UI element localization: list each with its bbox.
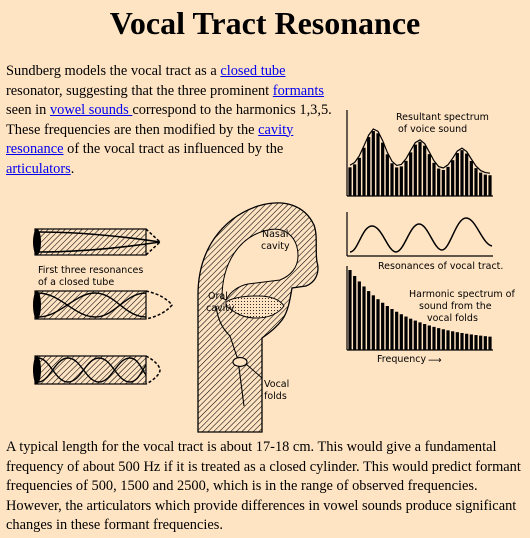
harmonic-label-line3: vocal folds (427, 313, 478, 324)
resultant-bar (362, 148, 365, 196)
harmonic-bar (386, 306, 389, 350)
harmonic-bar (442, 329, 445, 350)
formants-link[interactable]: formants (272, 82, 324, 99)
resultant-bar (400, 166, 403, 196)
vocal-folds-label-line2: folds (264, 391, 287, 402)
resultant-bar (367, 137, 370, 196)
tube-first-resonance (33, 229, 160, 255)
harmonic-bar (423, 324, 426, 350)
harmonic-bar (428, 326, 431, 350)
harmonic-label-line1: Harmonic spectrum of (409, 289, 515, 300)
resultant-bar (456, 153, 459, 196)
resultant-bar (446, 167, 449, 196)
harmonic-bar (418, 322, 421, 350)
harmonic-bar (409, 319, 412, 350)
harmonic-label-line2: sound from the (419, 301, 492, 312)
harmonic-bar (484, 336, 487, 350)
harmonic-bar (488, 337, 491, 350)
resultant-bar (423, 146, 426, 196)
harmonic-bar (446, 330, 449, 350)
intro-text-4: correspond to the harmonics 1,3,5. These frequencies are then modified by the (6, 102, 332, 138)
harmonic-bar (381, 303, 384, 350)
resultant-bar (414, 145, 417, 196)
resultant-bar (372, 131, 375, 196)
closed-tube-link[interactable]: closed tube (220, 63, 286, 79)
resultant-bar (474, 168, 477, 196)
vowel-sounds-link[interactable]: vowel sounds (49, 102, 133, 118)
resultant-bar (479, 173, 482, 196)
resultant-bar (460, 150, 463, 196)
resultant-bar (358, 158, 361, 196)
tube-caption-line1: First three resonances (38, 265, 144, 276)
resultant-bar (418, 142, 421, 196)
nasal-cavity-label-line2: cavity (261, 241, 290, 252)
intro-text-1: Sundberg models the vocal tract as a (6, 63, 221, 79)
harmonic-bar (432, 327, 435, 350)
resultant-bar (386, 154, 389, 196)
harmonic-spectrum (347, 266, 515, 366)
intro-text-5: of the vocal tract as influenced by the (63, 141, 284, 157)
resultant-bar (451, 160, 454, 196)
resultant-label-line1: Resultant spectrum (396, 112, 489, 123)
harmonic-bar (465, 334, 468, 350)
resultant-bar (488, 175, 491, 196)
resultant-bar (395, 167, 398, 196)
harmonic-bar (395, 312, 398, 350)
resultant-bar (437, 169, 440, 196)
harmonic-bar (367, 291, 370, 350)
tube-caption-line2: of a closed tube (38, 277, 115, 288)
harmonic-bar (362, 286, 365, 350)
resultant-bar (484, 175, 487, 196)
cavity-resonance-link[interactable]: cavity resonance (6, 121, 294, 157)
harmonic-bar (451, 331, 454, 350)
resultant-bar (465, 154, 468, 196)
harmonic-bar (479, 336, 482, 350)
harmonic-bar (353, 276, 356, 350)
frequency-arrow-icon: ⟶ (428, 355, 442, 366)
articulators-link[interactable]: articulators (6, 160, 71, 177)
harmonic-bar (348, 270, 351, 350)
harmonic-bar (390, 309, 393, 350)
intro-text-2: resonator, suggesting that the three prominent (6, 82, 273, 99)
tube-third-resonance (33, 356, 160, 384)
harmonic-bar (414, 321, 417, 350)
intro-text-6: . (70, 160, 75, 177)
resultant-bar (470, 161, 473, 196)
oral-cavity-label-line2: cavity (206, 303, 235, 314)
harmonic-bar (474, 335, 477, 350)
harmonic-bar (400, 314, 403, 350)
resultant-bar (390, 163, 393, 196)
resultant-bar (353, 164, 356, 196)
intro-text-3: seen in (6, 102, 50, 118)
closed-tube-diagrams (33, 229, 172, 384)
harmonic-bar (437, 328, 440, 350)
harmonic-bar (460, 333, 463, 350)
vocal-folds-label-line1: Vocal (264, 379, 290, 390)
outro-paragraph: A typical length for the vocal tract is about 17-18 cm. This would give a fundamental frequency of about 500 Hz if it is treated as a closed cylinder. This would predict formant frequencies of 500, 1500 and 2500, which is in the range of observed frequencies. However, the articulators which provide differences in vowel sounds produce significant changes in these formant frequencies. (6, 439, 521, 533)
harmonic-bar (372, 295, 375, 350)
resultant-bar (381, 143, 384, 196)
resultant-bar (376, 133, 379, 196)
resultant-bar (432, 163, 435, 196)
harmonic-bar (376, 299, 379, 350)
resultant-spectrum (347, 110, 493, 196)
resultant-spectrum-bars (348, 131, 491, 196)
harmonic-bar (456, 332, 459, 350)
page-title: Vocal Tract Resonance (109, 5, 421, 41)
oral-cavity-label-line1: Oral (208, 291, 228, 302)
tube-second-resonance (33, 291, 172, 319)
resultant-label-line2: of voice sound (398, 124, 468, 135)
harmonic-bar (470, 334, 473, 350)
resultant-bar (348, 167, 351, 196)
harmonic-bar (404, 317, 407, 350)
harmonic-bar (358, 281, 361, 350)
resultant-bar (428, 154, 431, 196)
vocal-tract-head-profile (198, 203, 318, 432)
resultant-bar (442, 170, 445, 196)
resultant-bar (404, 161, 407, 196)
resonances-label: Resonances of vocal tract. (378, 261, 504, 272)
nasal-cavity-label-line1: Nasal (262, 229, 289, 240)
resultant-bar (409, 152, 412, 196)
frequency-axis-label: Frequency (377, 354, 427, 365)
vocal-tract-resonance-curve (347, 212, 503, 272)
